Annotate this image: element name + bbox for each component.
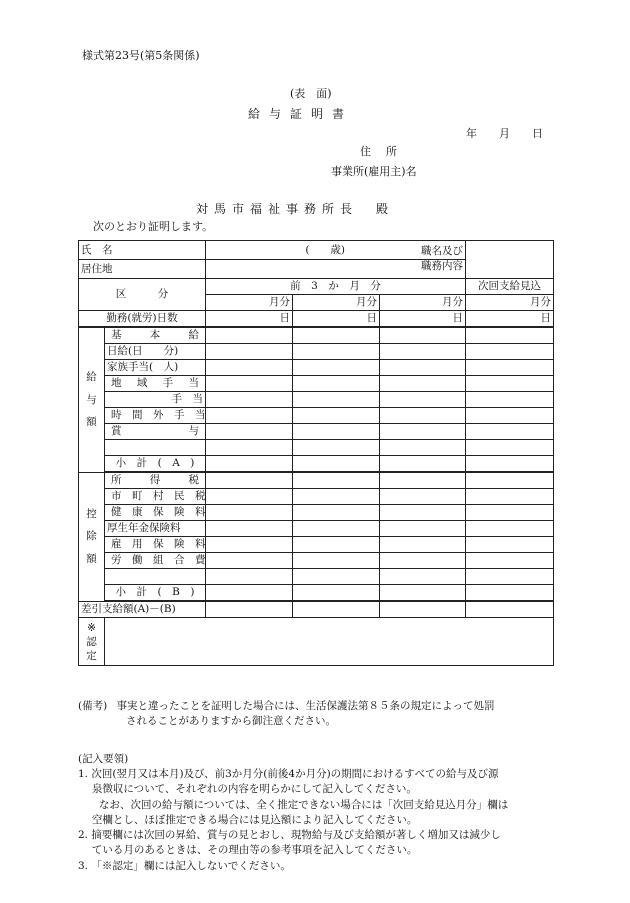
instructions (78, 752, 558, 874)
day-unit-1: 日 (206, 311, 293, 328)
pay-item-label: 基 本 給 (105, 327, 206, 344)
age-label: ( 歳) (305, 244, 346, 256)
date-line: 年 月 日 (466, 127, 543, 140)
instruction-line: 空欄とし、ほぼ推定できる場合には見込額により記入してください。 (78, 813, 418, 826)
deduction-item-label: 市 町 村 民 税 (105, 489, 206, 505)
face-label: (表 面) (290, 87, 332, 100)
form-number: 様式第23号(第5条関係) (82, 49, 200, 62)
job-label: 職名及び 職務内容 (421, 245, 464, 272)
deduction-item-label: 労 働 組 合 費 (105, 553, 206, 569)
deduction-item-blank[interactable] (105, 569, 206, 585)
day-unit-2: 日 (293, 311, 380, 328)
name-field[interactable] (206, 241, 466, 272)
remarks (78, 699, 558, 729)
name-label: 氏 名 (79, 241, 206, 260)
certification-mark: ※ 認 定 (79, 618, 105, 666)
instruction-line: 3. 「※認定」欄には記入しないでください。 (78, 859, 291, 872)
intro-text: 次のとおり証明します。 (93, 220, 214, 233)
instruction-line: なお、次回の給与額については、全く推定できない場合には「次回支給見込月分」欄は (78, 798, 509, 811)
pay-item-label: 時 間 外 手 当 (105, 408, 206, 424)
employer-label: 事業所(雇用主)名 (331, 165, 417, 178)
page-title: 給与証明書 (248, 107, 354, 121)
prev-3-months-header: 前 3 か 月 分 (206, 279, 466, 295)
deduction-item-label: 雇 用 保 険 料 (105, 537, 206, 553)
instruction-line: ている月のあるときは、その理由等の参考事項を記入してください。 (78, 844, 418, 857)
next-payment-header: 次回支給見込 (466, 279, 554, 295)
deduction-item-label: 所 得 税 (105, 472, 206, 489)
remark-line-2: されることがありますから御注意ください。 (126, 715, 336, 728)
address-label: 住 所 (360, 145, 399, 158)
day-unit-3: 日 (380, 311, 466, 328)
month-unit-3: 月分 (380, 295, 466, 311)
residence-label: 居住地 (79, 260, 206, 279)
month-unit-next: 月分 (466, 295, 554, 311)
certification-field (105, 618, 554, 666)
pay-group-label: 給 与 額 (79, 327, 105, 472)
deduction-item-label: 厚生年金保険料 (105, 521, 206, 537)
pay-item-blank[interactable] (105, 440, 206, 456)
salary-certificate-table (78, 240, 554, 666)
instruction-line: 1. 次回(翌月又は本月)及び、前3か月分(前後4か月分)の期間におけるすべての給与及び源 (78, 768, 499, 781)
addressee: 対馬市福祉事務所長 殿 (196, 202, 395, 216)
deduction-item-label: 健 康 保 険 料 (105, 505, 206, 521)
pay-item-label: 賞 与 (105, 424, 206, 440)
instructions-title: (記入要領) (78, 753, 129, 765)
month-unit-1: 月分 (206, 295, 293, 311)
instruction-line: 2. 摘要欄には次回の昇給、賞与の見とおし、現物給与及び支給額が著しく増加又は減少し (78, 829, 501, 842)
pay-item-label: 日給(日 分) (105, 344, 206, 360)
deduction-group-label: 控 除 額 (79, 472, 105, 601)
net-pay-label: 差引支給額(A)－(B) (79, 601, 206, 618)
job-description-field[interactable] (466, 241, 554, 279)
deduction-subtotal-label: 小 計 ( B ) (105, 585, 206, 602)
pay-item-label: 家族手当( 人) (105, 360, 206, 376)
remark-line-1: 事実と違ったことを証明した場合には、生活保護法第８５条の規定によって処罰 (116, 700, 495, 712)
pay-subtotal-label: 小 計 ( A ) (105, 456, 206, 473)
instruction-line: 泉徴収について、それぞれの内容を明らかにして記入してください。 (78, 783, 417, 796)
category-header: 区 分 (79, 279, 206, 311)
day-unit-next: 日 (466, 311, 554, 328)
pay-item-label: 地 域 手 当 (105, 376, 206, 392)
workdays-label: 勤務(就労)日数 (79, 311, 206, 328)
remark-label: (備考) (78, 700, 108, 712)
pay-item-label: 手 当 (105, 392, 206, 408)
month-unit-2: 月分 (293, 295, 380, 311)
